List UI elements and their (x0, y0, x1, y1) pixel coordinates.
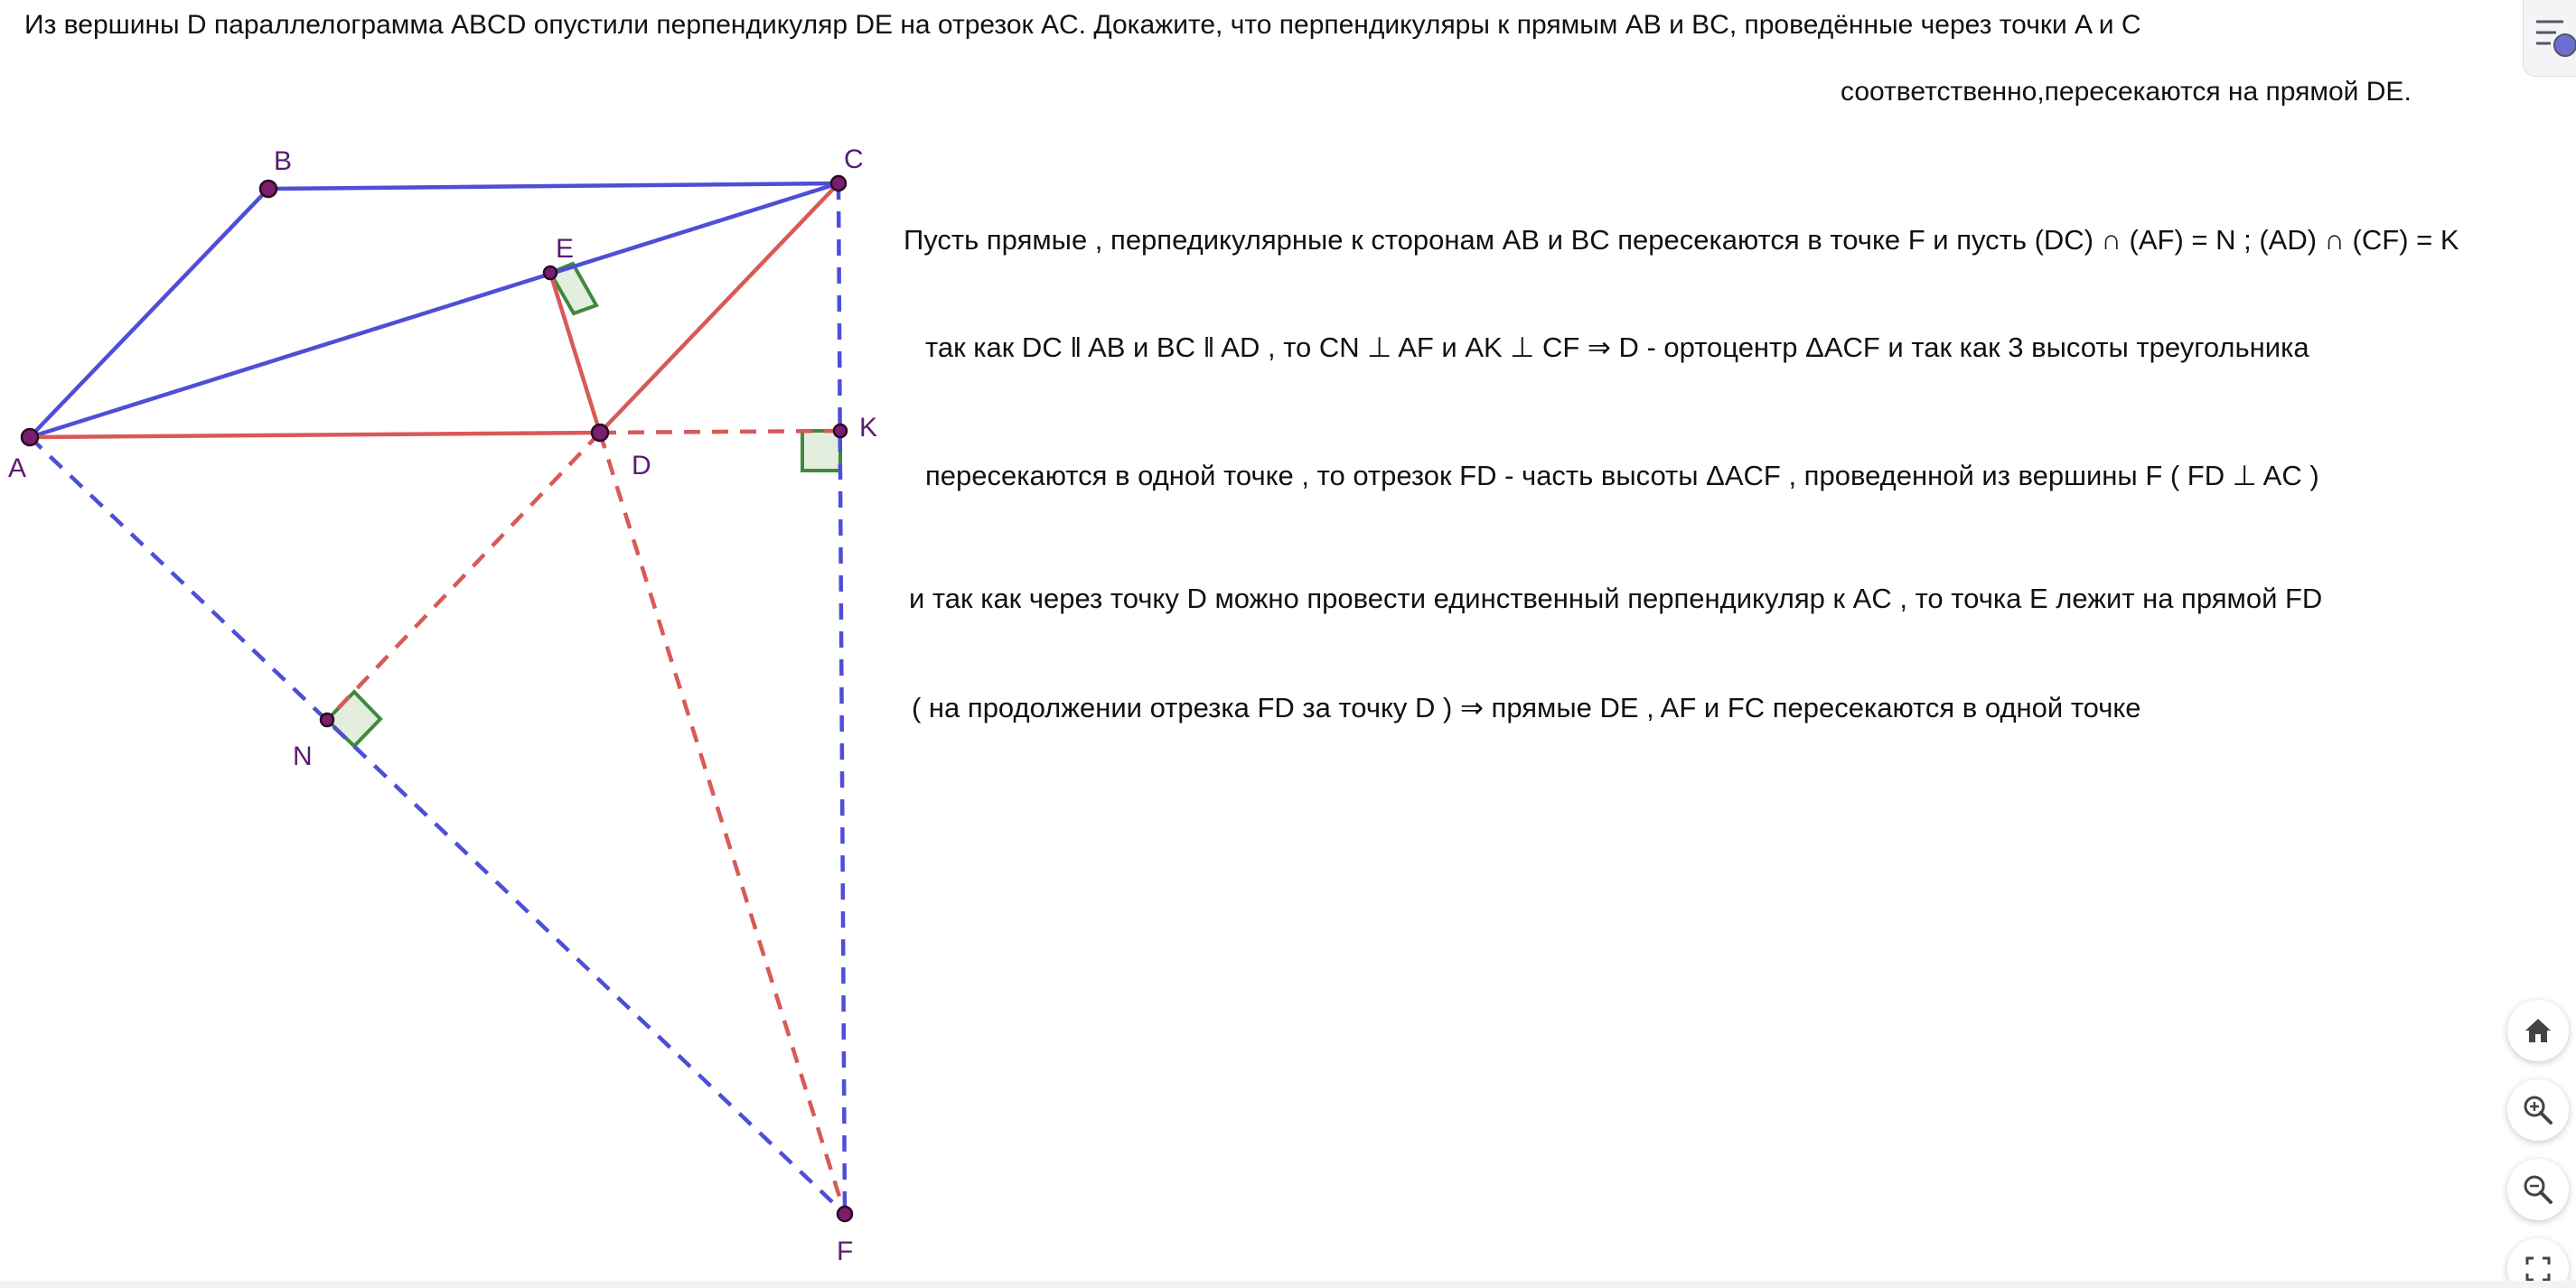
label-B: B (274, 146, 293, 176)
zoom-in-icon (2521, 1093, 2555, 1127)
point-B[interactable] (260, 181, 276, 197)
point-D[interactable] (592, 425, 608, 441)
line-CF-dashed[interactable] (838, 183, 845, 1214)
label-A: A (8, 453, 27, 483)
bottom-scroll-area (0, 1281, 2576, 1288)
menu-settings-icon (2524, 0, 2576, 76)
point-A[interactable] (22, 429, 38, 445)
menu-button[interactable] (2523, 0, 2576, 77)
proof-line-1: Пусть прямые , перпедикулярные к сторонам AB и BC пересекаются в точке F и пусть (DC) ∩ (AF) = N ; (AD) ∩ (CF) = K (904, 224, 2459, 256)
line-AF-dashed[interactable] (30, 437, 845, 1214)
problem-statement-line-1: Из вершины D параллелограмма ABCD опустили перпендикуляр DE на отрезок AC. Докажите, что перпендикуляры к прямым AB и BC, проведённые через точки A и C (24, 10, 2141, 40)
segment-BC[interactable] (268, 183, 838, 189)
zoom-out-button[interactable] (2507, 1159, 2569, 1220)
point-E[interactable] (544, 266, 557, 279)
proof-line-3: пересекаются в одной точке , то отрезок FD - часть высоты ΔACF , проведенной из вершины F ( FD ⊥ AC ) (925, 460, 2319, 491)
point-K[interactable] (834, 425, 847, 437)
label-E: E (556, 234, 575, 264)
proof-line-2: так как DC ǁ AB и BC ǁ AD , то CN ⊥ AF и AK ⊥ CF ⇒ D - ортоцентр ΔACF и так как 3 высоты треугольника (925, 331, 2309, 363)
line-DN-dashed[interactable] (327, 433, 600, 720)
label-D: D (632, 451, 651, 481)
label-C: C (844, 145, 864, 174)
segment-AD[interactable] (30, 433, 600, 437)
label-N: N (293, 742, 313, 771)
label-K: K (859, 413, 878, 443)
point-N[interactable] (321, 714, 333, 726)
home-icon (2522, 1014, 2554, 1047)
right-angle-marker-K (802, 431, 840, 471)
label-F: F (837, 1237, 854, 1266)
zoom-out-icon (2521, 1172, 2555, 1207)
point-F[interactable] (838, 1207, 852, 1221)
problem-statement-line-2: соответственно,пересекаются на прямой DE. (1841, 77, 2412, 107)
fullscreen-icon (2523, 1254, 2553, 1284)
proof-line-5: ( на продолжении отрезка FD за точку D ) ⇒ прямые DE , AF и FC пересекаются в одной точке (912, 692, 2141, 723)
home-button[interactable] (2507, 1000, 2569, 1061)
line-DK-dashed[interactable] (600, 431, 840, 433)
right-angle-marker-N (327, 692, 380, 746)
proof-line-4: и так как через точку D можно провести единственный перпендикуляр к AC , то точка E лежит на прямой FD (909, 583, 2323, 614)
point-C[interactable] (831, 176, 846, 191)
zoom-in-button[interactable] (2507, 1079, 2569, 1141)
